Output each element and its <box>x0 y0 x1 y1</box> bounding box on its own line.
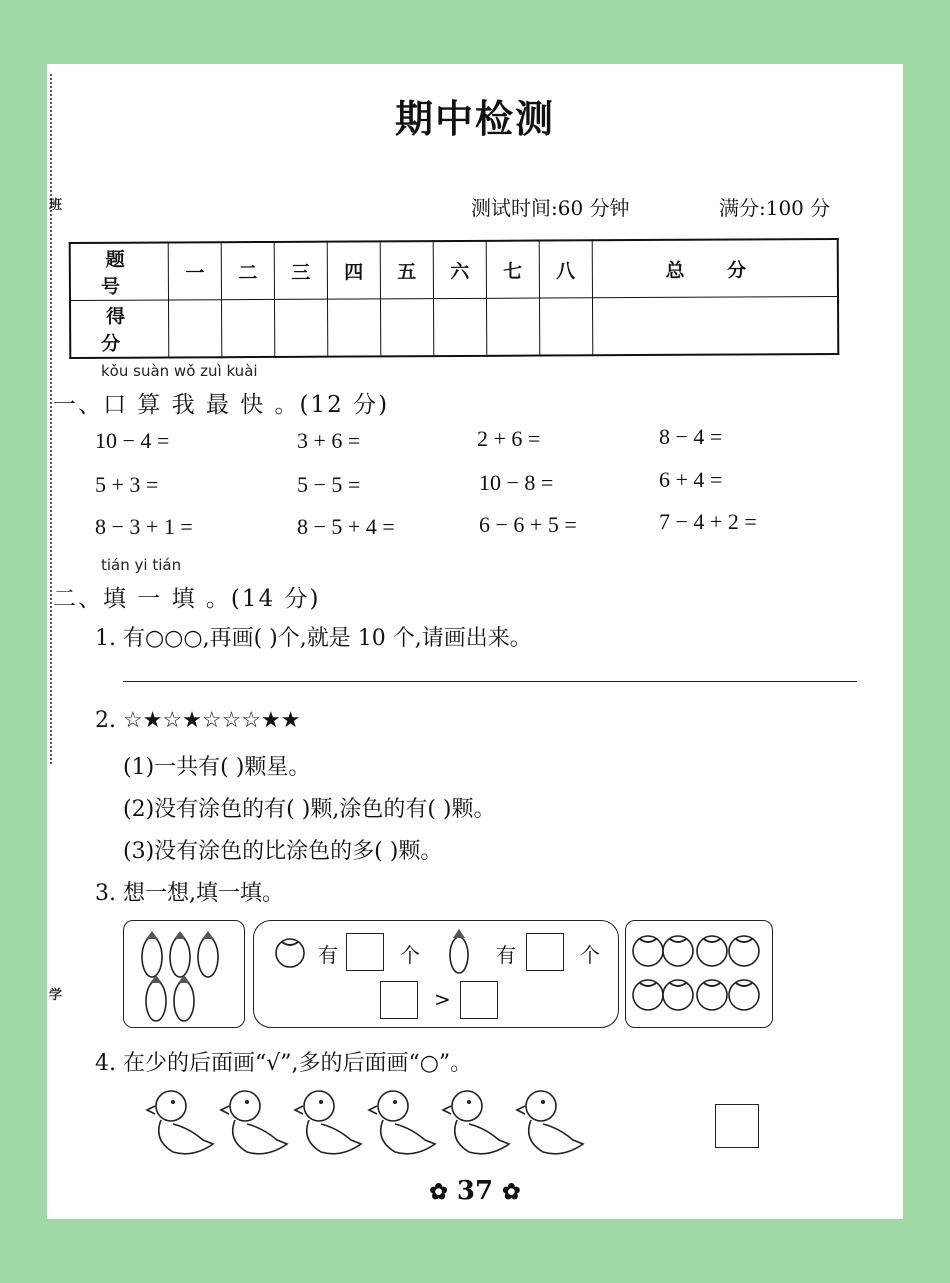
score-table-header-row <box>70 239 838 301</box>
ladybug-icon: ✿ <box>429 1179 448 1205</box>
calc-problem: 8 − 5 + 4 = <box>297 514 395 539</box>
answer-box-eggplant[interactable] <box>526 933 564 971</box>
score-input-cell[interactable] <box>169 300 222 358</box>
label-you: 有 <box>496 943 516 967</box>
score-header-cell: 八 <box>539 240 592 298</box>
section2-heading: 二、填 一 填 。(14 分) <box>53 586 321 612</box>
calc-problem: 8 − 3 + 1 = <box>95 514 193 539</box>
calc-problem: 6 − 6 + 5 = <box>479 512 577 537</box>
score-input-cell[interactable] <box>433 298 486 356</box>
score-table <box>69 238 840 359</box>
margin-mark-class: 班 <box>49 198 63 213</box>
drawing-answer-line[interactable] <box>123 681 857 682</box>
page-number: 37 <box>456 1176 494 1206</box>
greater-than-sign: > <box>434 987 451 1011</box>
question-2-part-3: (3)没有涂色的比涂色的多( )颗。 <box>123 839 443 864</box>
score-header-cell: 六 <box>433 241 486 299</box>
calc-problem: 10 − 8 = <box>479 470 554 495</box>
worksheet-page <box>47 64 903 1219</box>
question-2-stars: 2. ☆★☆★☆☆☆★★ <box>95 708 301 733</box>
section2-pinyin: tián yi tián <box>101 556 182 574</box>
calc-problem: 6 + 4 = <box>659 467 723 492</box>
calc-problem: 7 − 4 + 2 = <box>659 509 757 534</box>
section1-heading: 一、口 算 我 最 快 。(12 分) <box>53 392 390 418</box>
score-input-cell[interactable] <box>486 298 539 356</box>
label-ge: 个 <box>400 943 420 967</box>
score-input-cell[interactable] <box>221 299 274 357</box>
tomato-icon-group <box>626 921 772 1027</box>
tomato-group-box <box>625 920 773 1028</box>
score-header-cell: 总 分 <box>592 239 838 298</box>
binding-dashed-line <box>50 74 52 764</box>
calc-problem: 5 + 3 = <box>95 472 159 497</box>
score-input-cell[interactable] <box>274 299 327 357</box>
score-input-cell[interactable] <box>327 299 380 357</box>
answer-box-ducks[interactable] <box>715 1104 759 1148</box>
calc-problem: 3 + 6 = <box>297 428 361 453</box>
compare-box <box>253 920 619 1028</box>
answer-box-compare-right[interactable] <box>460 981 498 1019</box>
section1-pinyin: kǒu suàn wǒ zuì kuài <box>101 362 258 380</box>
calc-problem: 5 − 5 = <box>297 472 361 497</box>
eggplant-icon <box>444 925 474 977</box>
score-header-cell: 四 <box>327 241 380 299</box>
test-time: 测试时间:60 分钟 <box>471 196 630 220</box>
score-table-score-row <box>70 296 838 358</box>
score-header-cell: 五 <box>380 241 433 299</box>
score-header-cell: 二 <box>221 242 274 300</box>
score-header-cell: 题 号 <box>70 242 169 300</box>
tomato-icon <box>272 933 312 973</box>
score-header-cell: 三 <box>274 242 327 300</box>
score-header-cell: 七 <box>486 241 539 299</box>
score-row-label: 得 分 <box>70 300 169 358</box>
calc-problem: 2 + 6 = <box>477 426 541 451</box>
score-input-cell[interactable] <box>539 298 592 356</box>
question-2-part-2: (2)没有涂色的有( )颗,涂色的有( )颗。 <box>123 797 496 822</box>
eggplant-icon-group <box>124 921 244 1027</box>
ladybug-icon: ✿ <box>502 1179 521 1205</box>
page-title: 期中检测 <box>394 96 555 141</box>
eggplant-group-box <box>123 920 245 1028</box>
calc-problem: 10 − 4 = <box>95 428 170 453</box>
question-3: 3. 想一想,填一填。 <box>95 881 284 906</box>
score-header-cell: 一 <box>168 242 221 300</box>
duck-icon-row <box>147 1088 607 1168</box>
answer-box-compare-left[interactable] <box>380 981 418 1019</box>
page-footer <box>47 1176 903 1206</box>
margin-mark-student: 学 <box>49 988 63 1003</box>
question-1: 1. 有○○○,再画( )个,就是 10 个,请画出来。 <box>95 626 532 651</box>
label-you: 有 <box>318 943 338 967</box>
full-score: 满分:100 分 <box>719 196 831 220</box>
label-ge: 个 <box>580 943 600 967</box>
score-input-cell[interactable] <box>380 299 433 357</box>
question-4: 4. 在少的后面画“√”,多的后面画“○”。 <box>95 1051 473 1076</box>
question-2-part-1: (1)一共有( )颗星。 <box>123 755 311 780</box>
score-input-cell[interactable] <box>592 296 838 355</box>
answer-box-tomato[interactable] <box>346 933 384 971</box>
calc-problem: 8 − 4 = <box>659 424 723 449</box>
